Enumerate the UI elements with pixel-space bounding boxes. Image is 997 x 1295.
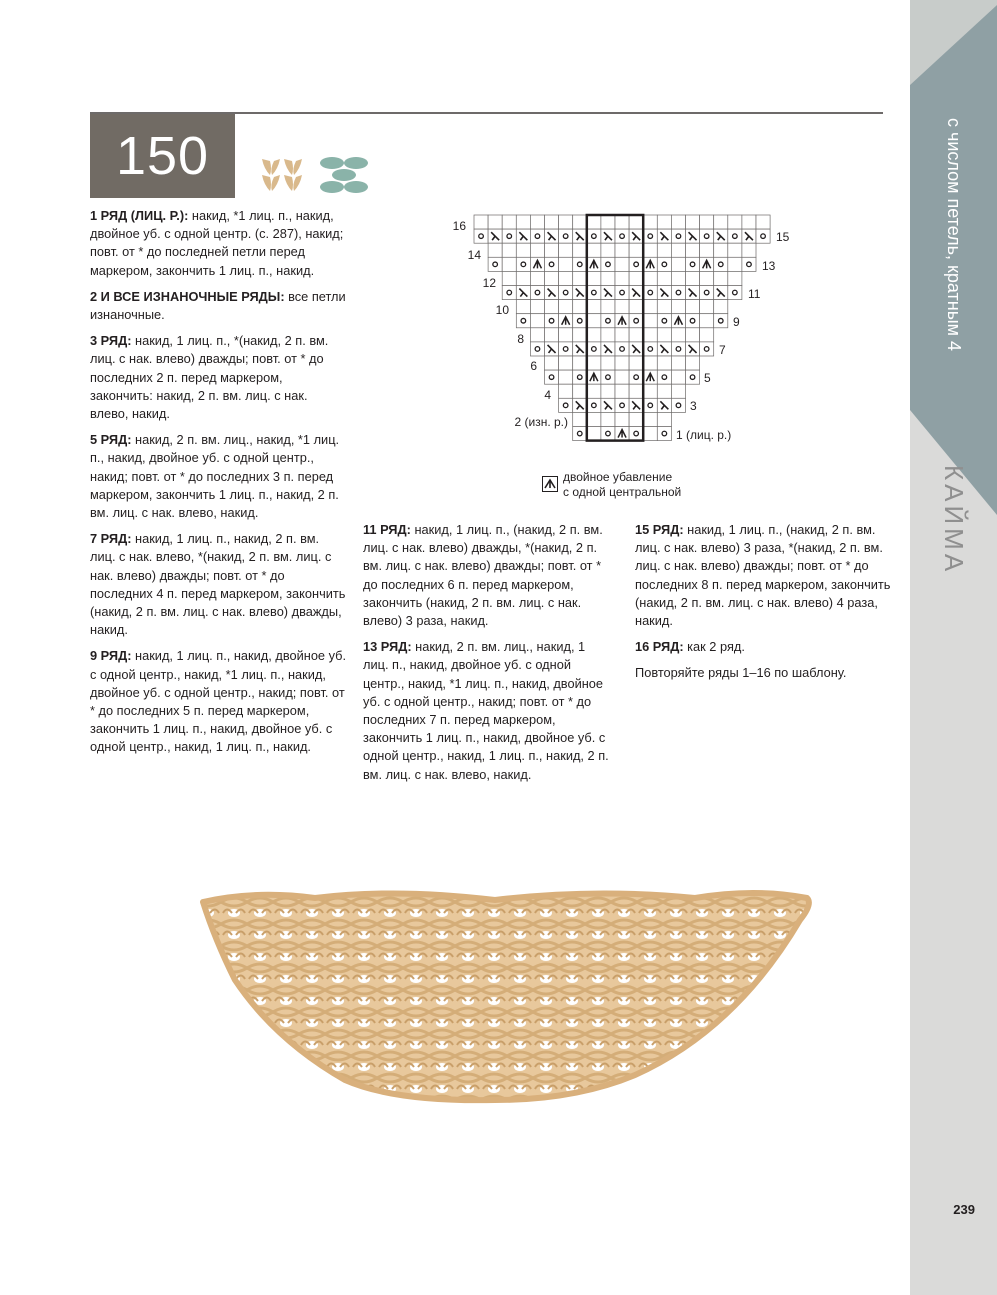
section-label: КАЙМА xyxy=(939,465,969,576)
chart-cell xyxy=(700,314,714,328)
chart-cell xyxy=(488,257,502,271)
chart-cell xyxy=(756,229,770,243)
chart-cell xyxy=(671,300,685,314)
chart-cell xyxy=(686,328,700,342)
chart-cell xyxy=(615,215,629,229)
chart-cell xyxy=(601,300,615,314)
chart-cell xyxy=(700,286,714,300)
chart-cell xyxy=(671,243,685,257)
chart-cell xyxy=(615,370,629,384)
chart-cell xyxy=(530,286,544,300)
row-13-instruction: 13 РЯД: накид, 2 п. вм. лиц., накид, 1 лиц. п., накид, двойное уб. с одной центр., накид, *1 лиц. п., накид, двойное уб. с одной центр., накид; повт. от * до последних 7 п. перед маркером, закончить 1 лиц. п., накид, двойное уб. с одной центр., накид, 1 лиц. п., накид, 2 п. вм. лиц. с нак. влево, накид. xyxy=(363,639,609,782)
chart-cell xyxy=(714,215,728,229)
chart-cell xyxy=(530,271,544,285)
chart-cell xyxy=(700,243,714,257)
row-label-15: 15 xyxy=(776,230,790,244)
tab-label: с числом петель, кратным 4 xyxy=(944,118,964,352)
chart-cell xyxy=(516,314,530,328)
chart-cell xyxy=(573,412,587,426)
row-label-14: 14 xyxy=(467,248,481,262)
instructions-column-2 xyxy=(363,521,613,792)
knit-stitch-skill-icon xyxy=(262,159,302,191)
chart-cell xyxy=(559,271,573,285)
chart-cell xyxy=(573,427,587,441)
chart-cell xyxy=(686,370,700,384)
chart-cell xyxy=(629,356,643,370)
chart-cell xyxy=(615,257,629,271)
chart-cell xyxy=(700,215,714,229)
row-label-11: 11 xyxy=(748,287,761,301)
chart-cell xyxy=(615,243,629,257)
chart-cell xyxy=(657,215,671,229)
chart-cell xyxy=(601,412,615,426)
chart-cell xyxy=(530,328,544,342)
chart-cell xyxy=(502,257,516,271)
chart-cell xyxy=(657,412,671,426)
row-label-10: 10 xyxy=(495,303,509,317)
chart-cell xyxy=(742,215,756,229)
pattern-number: 150 xyxy=(90,114,235,198)
chart-cell xyxy=(615,342,629,356)
row-label-3: 3 xyxy=(690,399,697,413)
chart-cell xyxy=(601,328,615,342)
chart-cell xyxy=(657,257,671,271)
chart-cell xyxy=(643,300,657,314)
chart-cell xyxy=(573,314,587,328)
chart-cell xyxy=(629,243,643,257)
chart-cell xyxy=(714,314,728,328)
chart-cell xyxy=(700,300,714,314)
chart-cell xyxy=(615,384,629,398)
chart-cell xyxy=(629,257,643,271)
chart-cell xyxy=(587,314,601,328)
chart-cell xyxy=(629,328,643,342)
skill-icons xyxy=(260,155,370,195)
chart-cell xyxy=(629,215,643,229)
chart-cell xyxy=(559,370,573,384)
chart-cell xyxy=(714,300,728,314)
chart-cell xyxy=(671,356,685,370)
chart-cell xyxy=(657,300,671,314)
chart-cell xyxy=(629,384,643,398)
chart-cell xyxy=(587,243,601,257)
chart-cell xyxy=(728,286,742,300)
chart-cell xyxy=(657,314,671,328)
chart-cell xyxy=(601,271,615,285)
chart-cell xyxy=(545,314,559,328)
chart-cell xyxy=(671,384,685,398)
chart-cell xyxy=(601,314,615,328)
chart-cell xyxy=(671,271,685,285)
row-16-instruction: 16 РЯД: как 2 ряд. xyxy=(635,639,745,655)
chart-cell xyxy=(615,328,629,342)
chart-cell xyxy=(657,243,671,257)
chart-cell xyxy=(714,271,728,285)
chart-grid xyxy=(474,215,770,441)
chart-cell xyxy=(671,342,685,356)
chart-cell xyxy=(573,370,587,384)
chart-cell xyxy=(545,215,559,229)
chart-cell xyxy=(700,229,714,243)
chart-cell xyxy=(615,412,629,426)
row-label-5: 5 xyxy=(704,371,711,385)
chart-cell xyxy=(502,215,516,229)
chart-cell xyxy=(587,356,601,370)
knitting-chart xyxy=(440,210,800,450)
chart-cell xyxy=(474,215,488,229)
chart-cell xyxy=(643,328,657,342)
chart-cell xyxy=(530,229,544,243)
chart-cell xyxy=(615,300,629,314)
chart-cell xyxy=(671,229,685,243)
chart-cell xyxy=(686,300,700,314)
chart-cell xyxy=(728,271,742,285)
chart-cell xyxy=(573,215,587,229)
row-1-instruction: 1 РЯД (ЛИЦ. Р.): накид, *1 лиц. п., накид, двойное уб. с одной центр. (с. 287), накид; повт. от * до последней петли перед маркером, закончить 1 лиц. п., накид. xyxy=(90,208,344,278)
chart-cell xyxy=(601,370,615,384)
row-label-1: 1 (лиц. р.) xyxy=(676,428,732,442)
chart-cell xyxy=(516,300,530,314)
chart-cell xyxy=(559,384,573,398)
double-decrease-icon xyxy=(542,476,558,492)
chart-cell xyxy=(629,370,643,384)
chart-cell xyxy=(545,243,559,257)
row-2-instruction: 2 И ВСЕ ИЗНАНОЧНЫЕ РЯДЫ: все петли изнаночные. xyxy=(90,288,346,323)
chart-cell xyxy=(657,271,671,285)
chart-cell xyxy=(474,229,488,243)
chart-cell xyxy=(502,229,516,243)
chart-cell xyxy=(615,356,629,370)
chart-cell xyxy=(573,356,587,370)
chart-cell xyxy=(686,243,700,257)
chart-cell xyxy=(671,215,685,229)
row-label-9: 9 xyxy=(733,315,740,329)
chart-cell xyxy=(643,215,657,229)
chart-cell xyxy=(714,243,728,257)
chart-cell xyxy=(671,257,685,271)
repeat-instruction: Повторяйте ряды 1–16 по шаблону. xyxy=(635,665,847,681)
chart-cell xyxy=(545,328,559,342)
chart-cell xyxy=(587,398,601,412)
row-7-instruction: 7 РЯД: накид, 1 лиц. п., накид, 2 п. вм. лиц. с нак. влево, *(накид, 2 п. вм. лиц. с нак. влево) дважды; повт. от * до последних 4 п. перед маркером, закончить (накид, 2 п. вм. лиц. с нак. влево) дважды, накид. xyxy=(90,531,346,638)
chart-cell xyxy=(530,342,544,356)
chart-cell xyxy=(728,257,742,271)
chart-cell xyxy=(629,412,643,426)
row-5-instruction: 5 РЯД: накид, 2 п. вм. лиц., накид, *1 лиц. п., накид, двойное уб. с одной центр., накид; повт. от * до последних 3 п. перед маркером, закончить 1 лиц. п., накид, 2 п. вм. лиц. с нак. влево, накид. xyxy=(90,432,340,521)
row-15-instruction: 15 РЯД: накид, 1 лиц. п., (накид, 2 п. вм. лиц. с нак. влево) 3 раза, *(накид, 2 п. вм. лиц. с нак. влево) дважды; повт. от * до последних 8 п. перед маркером, закончить (накид, 2 п. вм. лиц. с нак. влево) 4 раза, накид. xyxy=(635,522,891,629)
instructions-column-3 xyxy=(635,521,895,691)
row-label-8: 8 xyxy=(517,332,524,346)
chart-cell xyxy=(530,215,544,229)
chart-cell xyxy=(686,356,700,370)
chart-cell xyxy=(559,257,573,271)
chart-cell xyxy=(545,271,559,285)
chart-cell xyxy=(573,243,587,257)
chart-cell xyxy=(516,215,530,229)
chart-cell xyxy=(657,328,671,342)
chart-cell xyxy=(601,243,615,257)
chart-cell xyxy=(559,328,573,342)
chart-cell xyxy=(559,398,573,412)
chart-cell xyxy=(601,257,615,271)
chart-cell xyxy=(742,243,756,257)
chart-cell xyxy=(559,286,573,300)
chart-cell xyxy=(502,271,516,285)
chart-cell xyxy=(615,286,629,300)
chart-cell xyxy=(587,412,601,426)
chart-cell xyxy=(545,300,559,314)
chart-cell xyxy=(643,229,657,243)
row-label-6: 6 xyxy=(530,359,537,373)
chart-cell xyxy=(502,243,516,257)
chart-cell xyxy=(643,271,657,285)
chart-cell xyxy=(545,370,559,384)
chart-cell xyxy=(601,356,615,370)
knitted-swatch-photo xyxy=(195,880,825,1120)
chart-cell xyxy=(742,257,756,271)
chart-cell xyxy=(559,300,573,314)
chart-cell xyxy=(559,215,573,229)
chart-cell xyxy=(573,300,587,314)
chart-cell xyxy=(657,356,671,370)
chart-cell xyxy=(573,384,587,398)
chart-cell xyxy=(601,215,615,229)
chart-cell xyxy=(545,356,559,370)
legend-text: двойное убавление с одной центральной xyxy=(563,470,682,499)
chart-cell xyxy=(488,215,502,229)
chart-cell xyxy=(643,412,657,426)
chart-cell xyxy=(615,398,629,412)
row-label-12: 12 xyxy=(482,276,496,290)
chart-cell xyxy=(516,271,530,285)
chart-cell xyxy=(587,328,601,342)
chart-cell xyxy=(657,370,671,384)
chart-cell xyxy=(629,300,643,314)
chart-cell xyxy=(728,229,742,243)
chart-cell xyxy=(573,257,587,271)
chart-cell xyxy=(643,243,657,257)
chart-cell xyxy=(587,300,601,314)
chart-cell xyxy=(629,271,643,285)
row-3-instruction: 3 РЯД: накид, 1 лиц. п., *(накид, 2 п. вм. лиц. с нак. влево) дважды; повт. от * до последних 2 п. перед маркером, закончить: накид, 2 п. вм. лиц. с нак. влево, накид. xyxy=(90,333,329,422)
chart-cell xyxy=(728,243,742,257)
chart-cell xyxy=(629,427,643,441)
chart-cell xyxy=(545,257,559,271)
chart-cell xyxy=(686,257,700,271)
chart-cell xyxy=(615,271,629,285)
chart-cell xyxy=(686,215,700,229)
chart-cell xyxy=(671,286,685,300)
chart-cell xyxy=(686,314,700,328)
chart-cell xyxy=(629,314,643,328)
chart-cell xyxy=(671,370,685,384)
chart-cell xyxy=(530,314,544,328)
chart-cell xyxy=(559,356,573,370)
row-label-2: 2 (изн. р.) xyxy=(514,415,568,429)
chart-cell xyxy=(643,342,657,356)
chart-cell xyxy=(516,257,530,271)
chart-cell xyxy=(559,229,573,243)
chart-cell xyxy=(700,271,714,285)
chart-cell xyxy=(559,243,573,257)
chart-legend xyxy=(542,470,762,504)
chart-cell xyxy=(587,286,601,300)
chart-cell xyxy=(643,356,657,370)
chart-cell xyxy=(530,243,544,257)
chart-cell xyxy=(587,271,601,285)
chart-cell xyxy=(643,398,657,412)
chart-cell xyxy=(587,229,601,243)
chart-cell xyxy=(643,384,657,398)
row-label-4: 4 xyxy=(544,388,551,402)
sidebar xyxy=(910,0,997,1295)
chart-cell xyxy=(756,215,770,229)
row-label-7: 7 xyxy=(719,343,726,357)
page-number: 239 xyxy=(953,1202,975,1217)
instructions-column-1 xyxy=(90,207,348,765)
chart-cell xyxy=(686,271,700,285)
chart-cell xyxy=(573,328,587,342)
chart-cell xyxy=(587,427,601,441)
chart-cell xyxy=(700,328,714,342)
chart-cell xyxy=(488,243,502,257)
chart-cell xyxy=(502,286,516,300)
row-label-16: 16 xyxy=(452,219,466,233)
chart-cell xyxy=(559,342,573,356)
chart-cell xyxy=(587,215,601,229)
chart-cell xyxy=(728,215,742,229)
chart-cell xyxy=(657,384,671,398)
chart-cell xyxy=(530,300,544,314)
chart-cell xyxy=(573,271,587,285)
chart-cell xyxy=(700,342,714,356)
chart-cell xyxy=(714,257,728,271)
chart-cell xyxy=(643,427,657,441)
chart-cell xyxy=(516,243,530,257)
row-label-13: 13 xyxy=(762,259,776,273)
chart-cell xyxy=(671,398,685,412)
chart-cell xyxy=(615,229,629,243)
crochet-skill-icon xyxy=(320,157,368,193)
chart-cell xyxy=(587,384,601,398)
chart-cell xyxy=(601,384,615,398)
chart-cell xyxy=(671,328,685,342)
chart-cell xyxy=(643,314,657,328)
chart-cell xyxy=(601,427,615,441)
chart-cell xyxy=(587,342,601,356)
chart-cell xyxy=(643,286,657,300)
row-9-instruction: 9 РЯД: накид, 1 лиц. п., накид, двойное уб. с одной центр., накид, *1 лиц. п., накид, двойное уб. с одной центр., накид; повт. от * до последних 5 п. перед маркером, закончить 1 лиц. п., накид, двойное уб. с одной центр., накид, 1 лиц. п., накид. xyxy=(90,648,347,755)
chart-cell xyxy=(657,427,671,441)
row-11-instruction: 11 РЯД: накид, 1 лиц. п., (накид, 2 п. вм. лиц. с нак. влево) дважды, *(накид, 2 п. вм. лиц. с нак. влево) дважды; повт. от * до последних 6 п. перед маркером, закончить (накид, 2 п. вм. лиц. с нак. влево) 3 раза, накид. xyxy=(363,522,603,629)
